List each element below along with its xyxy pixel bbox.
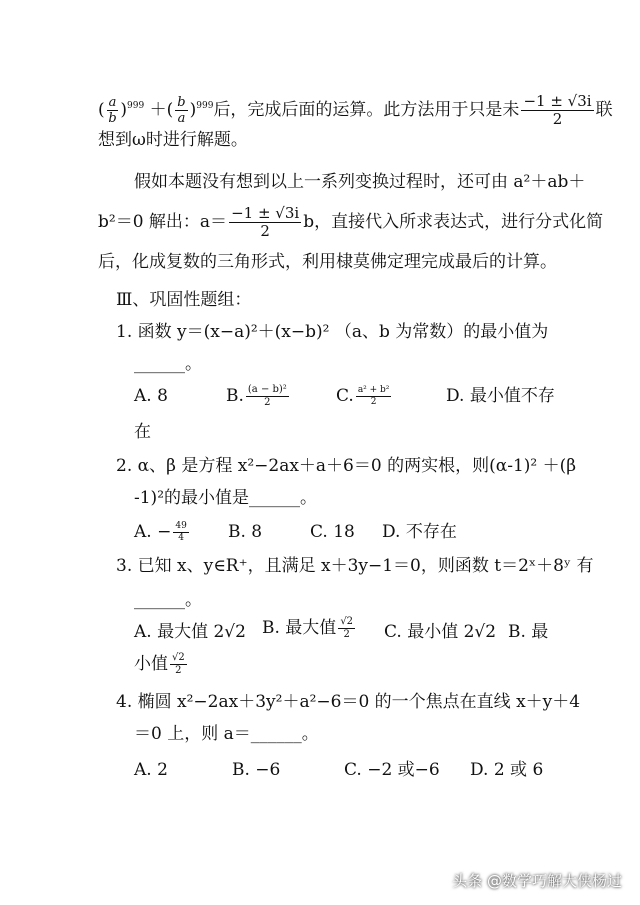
q3-option-b: B. 最大值 $\frac{√2}{2}$ [262, 616, 354, 640]
q3-option-b-fraction: $\frac{√2}{2}$ [340, 616, 354, 640]
q4-line2: ＝0 上，则 a＝______。 [134, 724, 319, 744]
root-fraction: $\frac{-1 \pm √3i}{2}$ [523, 92, 592, 128]
watermark: 头条 @数学巧解大侠杨过 [452, 872, 622, 890]
q3-option-a: A. 最大值 2√2 [134, 622, 246, 642]
q4-stem: 4. 椭圆 x²−2ax＋3y²＋a²−6＝0 的一个焦点在直线 x＋y＋4 [116, 692, 581, 712]
q3-blank: ______。 [134, 590, 202, 610]
q4-option-c: C. −2 或−6 [344, 760, 440, 780]
q1-blank: ______。 [134, 354, 202, 374]
q2-option-a-fraction: $\frac{49}{4}$ [175, 521, 187, 543]
fraction-b-over-a: $\frac{b}{a}$ [177, 95, 186, 126]
q1-option-b-fraction: $\frac{\text{(a − b)²}}{2}$ [247, 384, 287, 408]
paragraph1-line2: 想到ω时进行解题。 [98, 130, 248, 150]
fraction-a-over-b: $\frac{a}{b}$ [108, 95, 117, 126]
section-title: Ⅲ、巩固性题组： [116, 290, 252, 310]
q3-option-d-fraction: $\frac{√2}{2}$ [172, 652, 185, 676]
q3-option-d-cont: 小值 $\frac{√2}{2}$ [134, 652, 185, 676]
q2-option-c: C. 18 [310, 522, 355, 542]
paragraph2-line2: b²＝0 解出：a＝ $\frac{-1 \pm √3i}{2}$ b，直接代入所求表达式，进行分式化简 [98, 204, 604, 240]
q4-option-a: A. 2 [134, 760, 168, 780]
q2-stem: 2. α、β 是方程 x²−2ax＋a＋6＝0 的两实根，则(α-1)² ＋(β [116, 456, 577, 476]
paragraph2-line3: 后，化成复数的三角形式，利用棣莫佛定理完成最后的计算。 [98, 252, 557, 272]
q3-option-d: B. 最 [508, 622, 549, 642]
q1-option-a: A. 8 [134, 386, 168, 406]
q3-option-c: C. 最小值 2√2 [384, 622, 497, 642]
q1-option-d: D. 最小值不存 [446, 386, 555, 406]
root-fraction-2: $\frac{-1 \pm √3i}{2}$ [231, 204, 300, 240]
q1-stem: 1. 函数 y＝(x−a)²＋(x−b)² （a、b 为常数）的最小值为 [116, 322, 549, 342]
paragraph1-text1: 后，完成后面的运算。此方法用于只是未 [213, 100, 520, 120]
q2-option-a: A. − $\frac{49}{4}$ [134, 521, 187, 543]
q2-option-d: D. 不存在 [382, 522, 457, 542]
q3-stem: 3. 已知 x、y∈R⁺，且满足 x＋3y−1＝0，则函数 t＝2ˣ＋8ʸ 有 [116, 556, 594, 576]
q1-option-c: C. $\frac{\text{a² + b²}}{2}$ [336, 385, 390, 407]
paragraph2-line1: 假如本题没有想到以上一系列变换过程时，还可由 a²＋ab＋ [134, 172, 586, 192]
q4-option-d: D. 2 或 6 [470, 760, 544, 780]
paragraph1-line1: ( $\frac{a}{b}$ )$^{999}$ ＋( $\frac{b}{a}$ )$^{999}$后，完成后面的运算。此方法用于只是未 $\frac{-1 \pm √3i}{2}$ 联 [98, 92, 613, 128]
q1-option-d-cont: 在 [134, 422, 151, 442]
q1-option-b: B. $\frac{\text{(a − b)²}}{2}$ [226, 384, 287, 408]
q4-option-b: B. −6 [232, 760, 281, 780]
q2-option-b: B. 8 [228, 522, 263, 542]
q2-line2: -1)²的最小值是______。 [134, 488, 318, 508]
q1-option-c-fraction: $\frac{\text{a² + b²}}{2}$ [357, 385, 390, 407]
